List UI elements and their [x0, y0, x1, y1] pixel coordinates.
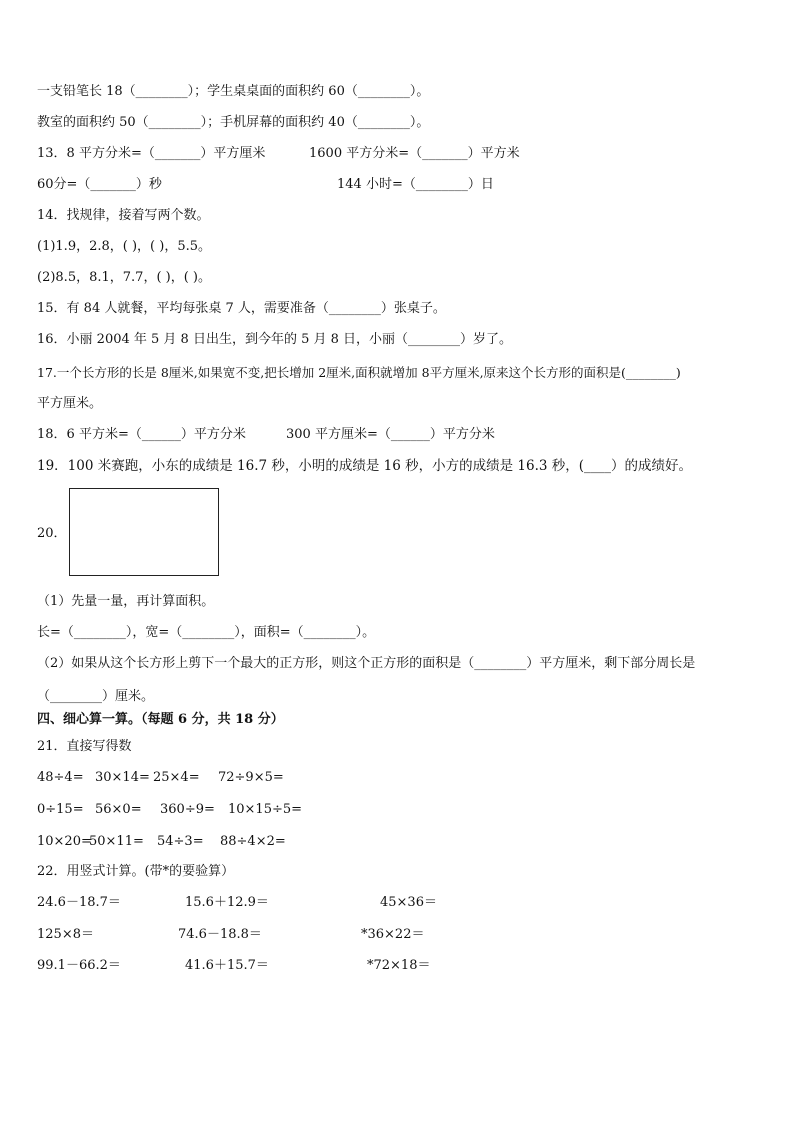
rectangle-figure	[69, 488, 219, 576]
question-20-2-line-2: （________）厘米。	[37, 689, 155, 704]
question-14-1: (1)1.9，2.8，( )，( )，5.5。	[37, 239, 211, 254]
question-17-line-1: 17.一个长方形的长是 8厘米,如果宽不变,把长增加 2厘米,面积就增加 8平方厘米,原来这个长方形的面积是(________)	[37, 365, 681, 380]
q21-r1-c2: 30×14=	[95, 770, 150, 785]
q22-r1-c3: 45×36＝	[380, 895, 437, 910]
question-13-part-b: 1600 平方分米=（_______）平方米	[309, 146, 520, 161]
question-14: 14．找规律，接着写两个数。	[37, 208, 210, 223]
q21-r3-c1: 10×20=	[37, 834, 92, 849]
q22-r2-c1: 125×8＝	[37, 927, 94, 942]
question-13-part-a: 13．8 平方分米=（_______）平方厘米	[37, 146, 266, 161]
question-16: 16．小丽 2004 年 5 月 8 日出生，到今年的 5 月 8 日，小丽（________）岁了。	[37, 332, 513, 347]
question-13-part-c: 60分=（_______）秒	[37, 177, 162, 192]
line-classroom-phone: 教室的面积约 50（________）；手机屏幕的面积约 40（________）。	[37, 115, 430, 130]
question-20-1: （1）先量一量，再计算面积。	[37, 594, 215, 609]
question-14-2: (2)8.5，8.1，7.7，( )，( )。	[37, 270, 211, 285]
question-20-1-answers: 长=（________），宽=（________），面积=（________）。	[37, 625, 376, 640]
question-18-part-a: 18．6 平方米=（______）平方分米	[37, 427, 246, 442]
q21-r2-c1: 0÷15=	[37, 802, 84, 817]
question-20-2-line-1: （2）如果从这个长方形上剪下一个最大的正方形，则这个正方形的面积是（________）平方厘米，剩下部分周长是	[37, 656, 696, 671]
question-13-part-d: 144 小时=（________）日	[337, 177, 494, 192]
line-pencil-desk: 一支铅笔长 18（________）；学生桌桌面的面积约 60（________）。	[37, 84, 430, 99]
q21-r3-c4: 88÷4×2=	[220, 834, 286, 849]
q21-r1-c1: 48÷4=	[37, 770, 84, 785]
question-22: 22．用竖式计算。(带*的要验算）	[37, 864, 235, 879]
q22-r2-c2: 74.6－18.8＝	[178, 927, 262, 942]
question-21: 21．直接写得数	[37, 739, 132, 754]
q21-r1-c4: 72÷9×5=	[218, 770, 284, 785]
section-4-heading: 四、细心算一算。（每题 6 分，共 18 分）	[37, 712, 284, 727]
q21-r2-c4: 10×15÷5=	[228, 802, 303, 817]
q22-r3-c3: *72×18＝	[367, 958, 431, 973]
q22-r1-c1: 24.6－18.7＝	[37, 895, 121, 910]
question-20-number: 20．	[37, 526, 67, 541]
q21-r3-c2: 50×11=	[89, 834, 144, 849]
q21-r2-c2: 56×0=	[95, 802, 142, 817]
q22-r3-c1: 99.1－66.2＝	[37, 958, 121, 973]
q22-r2-c3: *36×22＝	[361, 927, 425, 942]
q22-r1-c2: 15.6＋12.9＝	[185, 895, 269, 910]
q21-r2-c3: 360÷9=	[160, 802, 215, 817]
q22-r3-c2: 41.6＋15.7＝	[185, 958, 269, 973]
question-15: 15．有 84 人就餐，平均每张桌 7 人，需要准备（________）张桌子。	[37, 301, 446, 316]
question-17-line-2: 平方厘米。	[37, 396, 103, 411]
q21-r1-c3: 25×4=	[153, 770, 200, 785]
question-18-part-b: 300 平方厘米=（______）平方分米	[286, 427, 495, 442]
question-19: 19．100 米赛跑，小东的成绩是 16.7 秒，小明的成绩是 16 秒，小方的成绩是 16.3 秒，(____）的成绩好。	[37, 458, 693, 474]
q21-r3-c3: 54÷3=	[157, 834, 204, 849]
